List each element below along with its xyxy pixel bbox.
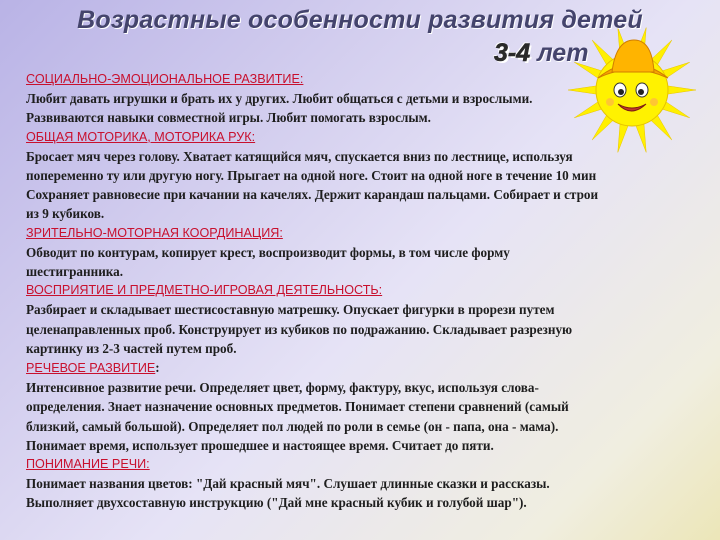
section-text-line: Обводит по контурам, копирует крест, воспроизводит формы, в том числе форму [26, 244, 510, 260]
age-suffix: лет [530, 39, 589, 67]
slide-subtitle [494, 39, 588, 68]
section-text-line: близкий, самый большой). Определяет пол людей по роли в семье (он - папа, она - мама). [26, 418, 559, 434]
section-heading: ПОНИМАНИЕ РЕЧИ: [26, 457, 150, 472]
section-text-line: Развиваются навыки совместной игры. Любит помогать взрослым. [26, 110, 431, 126]
age-range: 3-4 [494, 39, 531, 67]
section-text-line: Понимает названия цветов: "Дай красный мяч". Слушает длинные сказки и рассказы. [26, 476, 550, 492]
heading-colon: : [155, 360, 160, 376]
section-visual-motor [26, 224, 720, 282]
section-speech-understanding [26, 455, 720, 513]
section-heading: ЗРИТЕЛЬНО-МОТОРНАЯ КООРДИНАЦИЯ: [26, 225, 283, 240]
slide-title: Возрастные особенности развития детей [77, 6, 643, 34]
section-text-line: шестигранника. [26, 264, 124, 280]
section-text-line: Интенсивное развитие речи. Определяет цвет, форму, фактуру, вкус, используя слова- [26, 380, 539, 396]
section-text-line: Понимает время, использует прошедшее и настоящее время. Считает до пяти. [26, 437, 494, 453]
section-text-line: Любит давать игрушки и брать их у других. Любит общаться с детьми и взрослыми. [26, 91, 533, 107]
section-heading: СОЦИАЛЬНО-ЭМОЦИОНАЛЬНОЕ РАЗВИТИЕ: [26, 72, 304, 86]
section-heading-row [26, 358, 720, 378]
section-text-line: Бросает мяч через голову. Хватает катящийся мяч, спускается вниз по лестнице, используя [26, 148, 573, 164]
section-text-line: картинку из 2-3 частей путем проб. [26, 340, 237, 356]
section-speech-development [26, 358, 720, 455]
section-social-emotional [26, 70, 720, 128]
section-motor-skills [26, 128, 720, 224]
section-text-line: целенаправленных проб. Конструирует из кубиков по подражанию. Складывает разрезную [26, 321, 573, 337]
section-text-line: Выполняет двухсоставную инструкцию ("Дай мне красный кубик и голубой шар"). [26, 495, 527, 511]
section-text-line: определения. Знает назначение основных предметов. Понимает степени сравнений (самый [26, 399, 569, 415]
section-perception-play [26, 281, 720, 358]
section-heading: РЕЧЕВОЕ РАЗВИТИЕ [26, 361, 156, 376]
section-heading: ОБЩАЯ МОТОРИКА, МОТОРИКА РУК: [26, 129, 256, 144]
section-text-line: из 9 кубиков. [26, 206, 105, 222]
section-text-line: попеременно ту или другую ногу. Прыгает на одной ноге. Стоит на одной ноге в течение 10 мин [26, 168, 597, 184]
section-text-line: Сохраняет равновесие при качании на качелях. Держит карандаш пальцами. Собирает и строи [26, 187, 599, 203]
section-heading: ВОСПРИЯТИЕ И ПРЕДМЕТНО-ИГРОВАЯ ДЕЯТЕЛЬНОСТЬ: [26, 283, 383, 298]
slide-content [26, 70, 720, 513]
section-text-line: Разбирает и складывает шестисоставную матрешку. Опускает фигурки в прорези путем [26, 302, 555, 318]
